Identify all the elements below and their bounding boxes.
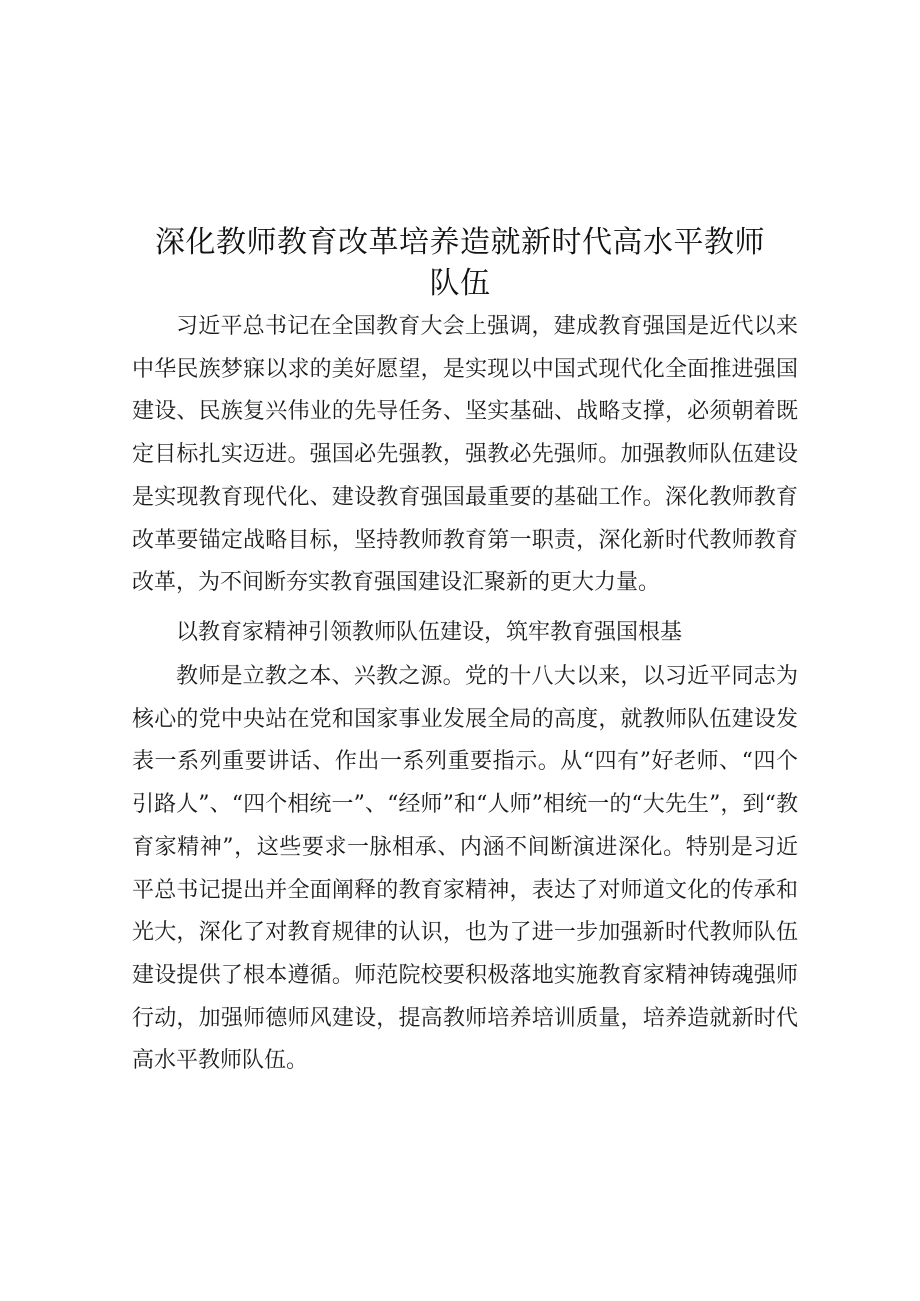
- section-heading: 以教育家精神引领教师队伍建设，筑牢教育强国根基: [176, 620, 683, 645]
- intro-paragraph: 习近平总书记在全国教育大会上强调，建成教育强国是近代以来中华民族梦寐以求的美好愿望，是实现以中国式现代化全面推进强国建设、民族复兴伟业的先导任务、坚实基础、战略支撑，必须朝着既定目标扎实迈进。强国必先强教，强教必先强师。加强教师队伍建设是实现教育现代化、建设教育强国最重要的基础工作。深化教师教育改革要锚定战略目标，坚持教师教育第一职责，深化新时代教师教育改革，为不间断夯实教育强国建设汇聚新的更大力量。: [132, 314, 798, 596]
- body-paragraph: 教师是立教之本、兴教之源。党的十八大以来，以习近平同志为核心的党中央站在党和国家事业发展全局的高度，就教师队伍建设发表一系列重要讲话、作出一系列重要指示。从“四有”好老师、“四个引路人”、“四个相统一”、“经师”和“人师”相统一的“大先生”，到“教育家精神”，这些要求一脉相承、内涵不间断演进深化。特别是习近平总书记提出并全面阐释的教育家精神，表达了对师道文化的传承和光大，深化了对教育规律的认识，也为了进一步加强新时代教师队伍建设提供了根本遵循。师范院校要积极落地实施教育家精神铸魂强师行动，加强师德师风建设，提高教师培养培训质量，培养造就新时代高水平教师队伍。: [132, 664, 798, 1074]
- document-title: 深化教师教育改革培养造就新时代高水平教师队伍: [155, 225, 765, 301]
